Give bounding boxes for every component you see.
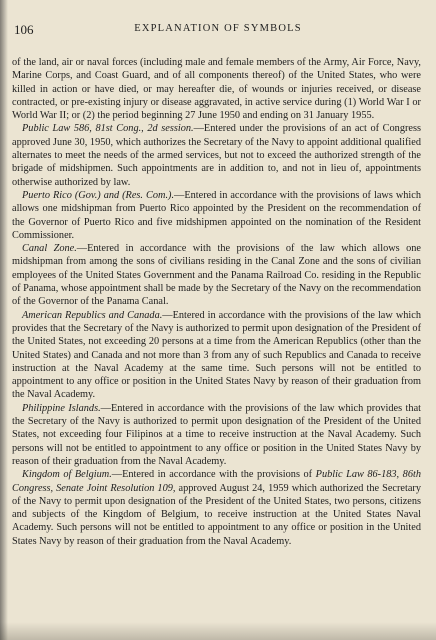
entry-title: Canal Zone. — [22, 243, 77, 255]
entry-puerto-rico — [12, 189, 421, 242]
entry-title: Philippine Islands. — [22, 402, 101, 414]
entry-title: American Republics and Canada. — [22, 309, 163, 321]
entry-text: —Entered in accordance with the provisions of the law which provides that the Secretary of the Navy is authorized to permit upon designation of the President of the United States, not exceeding four Filipinos at a time to receive instruction at the Naval Academy. Such persons will not be entitled to appointment to any office or position in the United States Navy by reason of their graduation from the Naval Academy. — [12, 402, 421, 467]
entry-text: —Entered in accordance with the provisions of the law which allows one midshipman from among the sons of civilians residing in the Canal Zone and the sons of civilian employees of the United States Government and the Panama Railroad Co. residing in the Republic of Panama, whose appointment shall be made by the Secretary of the Navy on the recommendation of the Governor of the Panama Canal. — [12, 243, 422, 308]
entry-title: Kingdom of Belgium. — [22, 469, 112, 481]
entry-text: —Entered in accordance with the provisions of laws which allows one midshipman from Puerto Rico appointed by the President on the recommendation of the Governor of Puerto Rico and five midshipmen appointed on the nomination of the Resident Commissioner. — [12, 189, 421, 241]
entry-title: Public Law 586, 81st Cong., 2d session. — [22, 123, 194, 135]
entry-text: —Entered in accordance with the provisions of the law which provides that the Secretary of the Navy is authorized to permit upon designation of the President of the United States, not exceeding 20 persons at a time from the American Republics (other than the United States) and Canada and not more than 3 from any of such Republics and Canada to receive instruction at the Naval Academy at the same time. Such persons will not be entitled to appointment to any office or position in the United States Navy by reason of their graduation from the Naval Academy. — [12, 309, 421, 401]
entry-text: approved August 24, 1959 which authorized the Secretary of the Navy to permit upon designation of the President of the United States, two persons, citizens and subjects of the Kingdom of Belgium, to receive instruction at the United States Naval Academy. Such persons will not be entitled to appointment to any office or position in the United States Navy by reason of their graduation from the Naval Academy. — [12, 482, 421, 547]
page-number: 106 — [14, 22, 34, 37]
entry-philippine-islands — [12, 402, 421, 468]
running-head: EXPLANATION OF SYMBOLS — [134, 23, 302, 34]
entry-text-before: —Entered in accordance with the provisions of — [111, 469, 316, 481]
body-text — [12, 56, 421, 548]
paragraph-text: of the land, air or naval forces (including male and female members of the Army, Air Force, Navy, Marine Corps, and Coast Guard, and of all components thereof) of the United States, who were killed in action or have died, or may hereafter die, of wounds or injuries received, or disease contracted, or pre-existing injury or disease aggravated, in active service during (1) World War I or World War II; or (2) the period beginning 27 June 1950 and ending on 31 January 1955. — [12, 57, 421, 122]
page-edge-shadow — [0, 0, 8, 640]
page-header — [0, 22, 436, 38]
entry-canal-zone — [12, 242, 421, 308]
entry-kingdom-of-belgium — [12, 468, 421, 548]
entry-american-republics — [12, 309, 421, 402]
entry-inline-citation: Public Law 86-183, 86th Congress, Senate Joint Resolution 109, — [12, 469, 421, 494]
page-bottom-shadow — [0, 622, 436, 640]
entry-title: Puerto Rico (Gov.) and (Res. Com.). — [22, 189, 175, 201]
entry-text: —Entered under the provisions of an act of Congress approved June 30, 1950, which authorizes the Secretary of the Navy to appoint additional qualified alternates to meet the needs of the armed services, but not to exceed the authorized strength of the brigade of midshipmen. Such appointments are in addition to, and not in lieu of, appointments otherwise authorized by law. — [12, 123, 421, 188]
paragraph-continuation — [12, 56, 421, 122]
entry-public-law-586 — [12, 122, 421, 188]
